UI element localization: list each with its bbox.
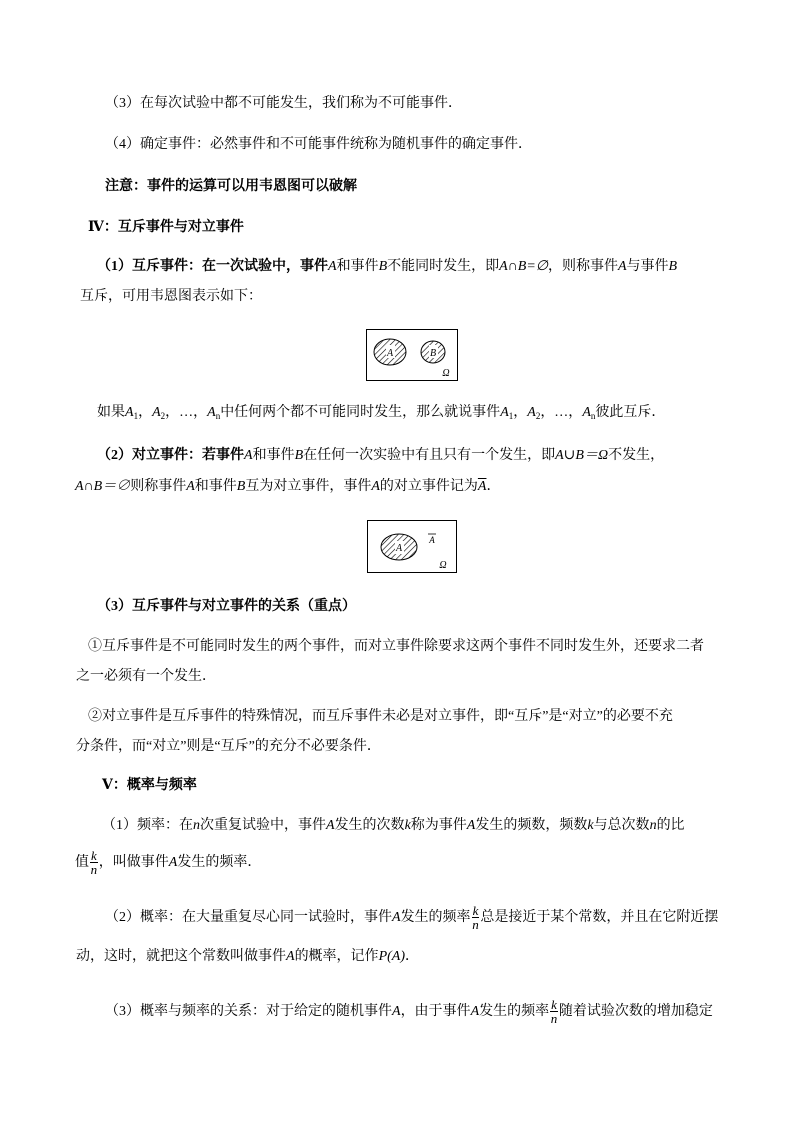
venn2-label-abar: A <box>429 535 435 545</box>
fraction-k-over-n: $\frac{k}{n}$ <box>90 848 98 878</box>
frequency-def-line1: （1）频率：在n次重复试验中，事件A发生的次数k称为事件A发生的频数，频数k与总次数n的比 <box>102 818 685 833</box>
relation-p1-line1: ①互斥事件是不可能同时发生的两个事件，而对立事件除要求这两个事件不同时发生外，还要求二者 <box>88 639 704 654</box>
relation-p2-line1: ②对立事件是互斥事件的特殊情况，而互斥事件未必是对立事件，即“互斥”是“对立”的必要不充 <box>88 709 673 724</box>
relation-p1-line2: 之一必须有一个发生． <box>76 669 216 684</box>
mutex-def-line2: 互斥，可用韦恩图表示如下： <box>80 289 262 304</box>
venn-diagram-opposite <box>367 520 457 573</box>
venn1-label-a: A <box>386 348 394 359</box>
relation-title: （3）互斥事件与对立事件的关系（重点） <box>97 599 356 614</box>
probability-def-line1: （2）概率：在大量重复尽心同一试验时，事件A发生的频率 $\frac{k}{n}$ 总是接近于某个常数，并且在它附近摆 <box>105 903 719 933</box>
section-4-title: Ⅳ：互斥事件与对立事件 <box>88 220 244 235</box>
venn1-label-b: B <box>429 348 437 359</box>
fraction-k-over-n: $\frac{k}{n}$ <box>472 903 479 933</box>
mutex-def-line1: （1）互斥事件：在一次试验中，事件A和事件B不能同时发生，即A∩B=∅，则称事件A与事件B <box>97 259 678 274</box>
fraction-k-over-n: $\frac{k}{n}$ <box>550 997 558 1027</box>
frequency-def-line2: 值 $\frac{k}{n}$ ，叫做事件A发生的频率． <box>75 848 262 878</box>
opposite-def-line2: A∩B＝∅则称事件A和事件B互为对立事件，事件A的对立事件记为$\overline{A}$． <box>75 479 501 494</box>
para-impossible-event: （3）在每次试验中都不可能发生，我们称为不可能事件． <box>105 96 462 111</box>
venn-diagram-mutex <box>366 329 458 381</box>
mutex-multiple-events: 如果$A_1$，$A_2$，…，$A_n$中任何两个都不可能同时发生，那么就说事件$A_1$，$A_2$，…，$A_n$彼此互斥． <box>97 405 666 421</box>
venn2-label-a: A <box>395 543 403 554</box>
venn1-label-omega: Ω <box>442 368 450 379</box>
para-definite-event: （4）确定事件：必然事件和不可能事件统称为随机事件的确定事件． <box>105 137 532 152</box>
probability-def-line2: 动，这时，就把这个常数叫做事件A的概率，记作P(A)． <box>76 949 419 964</box>
section-5-title: Ⅴ：概率与频率 <box>102 778 197 793</box>
venn2-label-omega: Ω <box>439 560 447 571</box>
opposite-def-line1: （2）对立事件：若事件A和事件B在任何一次实验中有且只有一个发生，即A∪B＝Ω不发生， <box>97 448 665 463</box>
prob-freq-relation-line1: （3）概率与频率的关系：对于给定的随机事件A，由于事件A发生的频率 $\frac{k}{n}$ 随着试验次数的增加稳定 <box>105 997 713 1027</box>
relation-p2-line2: 分条件，而“对立”则是“互斥”的充分不必要条件． <box>76 739 381 754</box>
note-venn: 注意：事件的运算可以用韦恩图可以破解 <box>105 179 357 194</box>
